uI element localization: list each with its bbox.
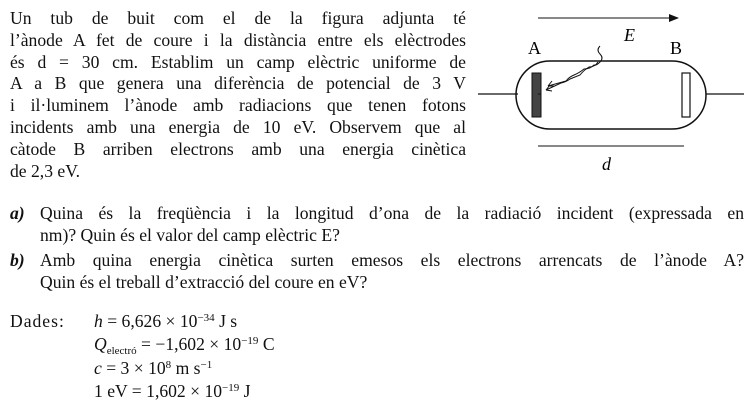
data-charge: $Q_{electró} = -1,602 \times 10^{-19}$ C — [94, 334, 275, 357]
statement-line: A a B que genera una diferència de potencial de 3 V — [10, 73, 466, 94]
label-d: d — [602, 154, 611, 174]
label-B: B — [670, 38, 683, 58]
statement-line: Un tub de buit com el de la figura adjunta té — [10, 8, 466, 28]
question-b-line: Amb quina energia cinètica surten emesos els electrons arrencats de l’ànode A? — [40, 250, 744, 270]
vacuum-tube-figure — [478, 6, 748, 186]
question-b-label: b) — [10, 250, 25, 270]
problem-statement — [10, 8, 466, 182]
statement-line: és d = 30 cm. Establim un camp elèctric uniforme de — [10, 51, 466, 72]
question-b-line: Quin és el treball d’extracció del coure en eV? — [40, 271, 368, 292]
question-a-line: nm)? Quin és el valor del camp elèctric E? — [40, 224, 340, 245]
data-title: Dades: — [10, 311, 65, 331]
question-a-label: a) — [10, 203, 25, 223]
question-a — [10, 203, 744, 247]
statement-line: incidents amb una energia de 10 eV. Observem que al — [10, 116, 466, 137]
anode-plate — [532, 73, 541, 117]
statement-last-line: de 2,3 eV. — [10, 160, 81, 181]
tube-outline — [516, 61, 706, 129]
label-A: A — [528, 38, 541, 58]
data-light-speed: $c = 3 \times 10^8$ m $s^{-1}$ — [94, 358, 213, 378]
question-b — [10, 250, 744, 294]
data-planck: $h = 6,626 \times 10^{-34}$ J s — [94, 311, 238, 331]
cathode-plate — [682, 73, 690, 117]
data-electronvolt: 1 eV = $1,602 \times 10^{-19}$ J — [94, 381, 251, 401]
statement-line: càtode B arriben electrons amb una energia cinètica — [10, 138, 466, 159]
label-E: E — [624, 25, 635, 45]
statement-line: i il·luminem l’ànode amb radiacions que tenen fotons — [10, 95, 466, 116]
statement-line: l’ànode A fet de coure i la distància entre els elèctrodes — [10, 29, 466, 50]
question-a-line: Quina és la freqüència i la longitud d’ona de la radiació incident (expressada en — [40, 203, 744, 223]
